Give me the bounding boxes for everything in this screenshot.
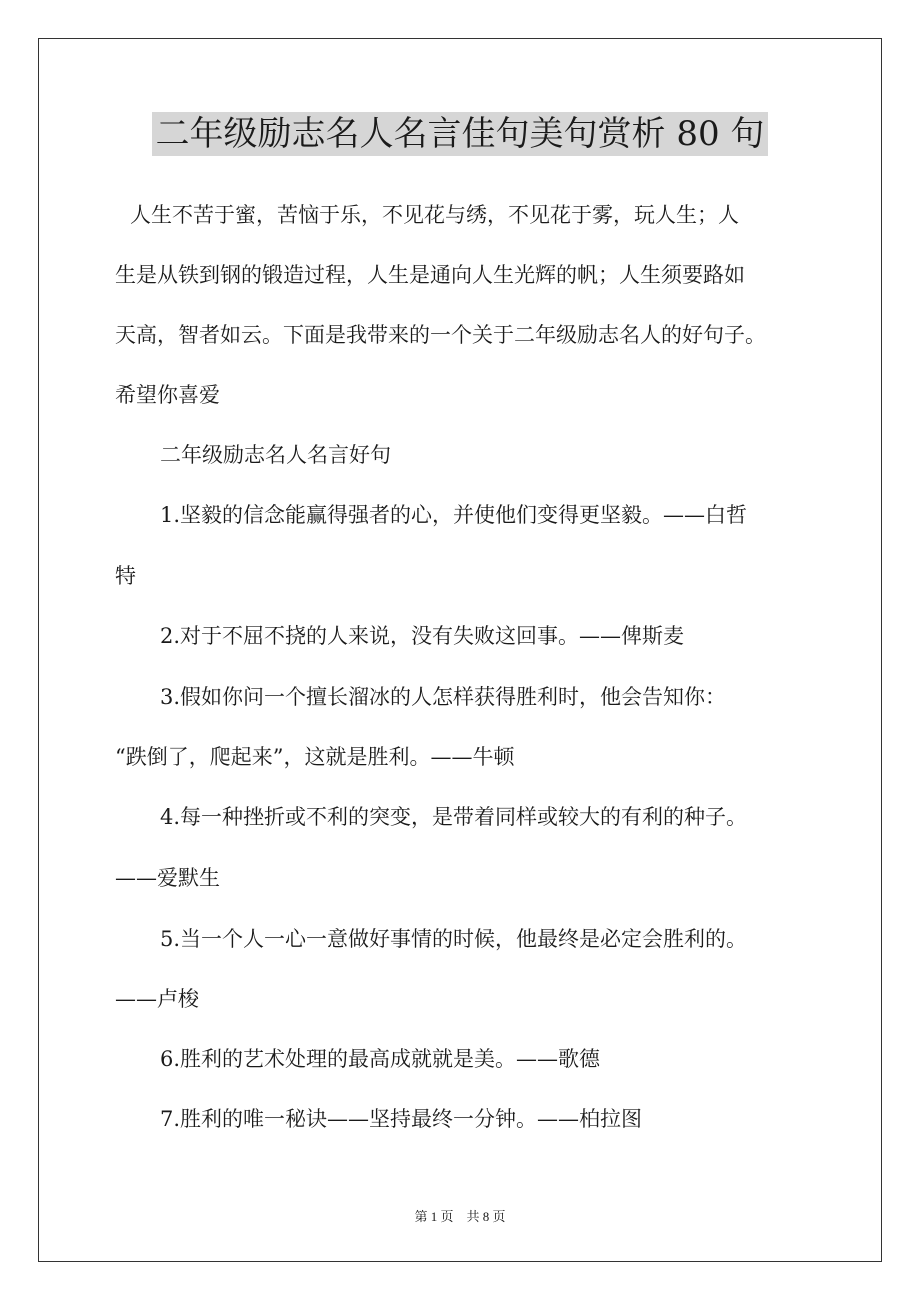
quote-2: 2.对于不屈不挠的人来说，没有失败这回事。——俾斯麦 bbox=[160, 624, 685, 648]
section-heading: 二年级励志名人名言好句 bbox=[160, 443, 391, 467]
intro-line-2: 生是从铁到钢的锻造过程，人生是通向人生光辉的帆；人生须要路如 bbox=[115, 263, 745, 287]
quote-7: 7.胜利的唯一秘诀——坚持最终一分钟。——柏拉图 bbox=[160, 1107, 643, 1131]
intro-line-3: 天高，智者如云。下面是我带来的一个关于二年级励志名人的好句子。 bbox=[115, 323, 766, 347]
quote-3-line-1: 3.假如你问一个擅长溜冰的人怎样获得胜利时，他会告知你： bbox=[160, 685, 727, 709]
quote-4-line-2: ——爱默生 bbox=[115, 866, 220, 890]
document-title bbox=[0, 112, 920, 156]
intro-line-4: 希望你喜爱 bbox=[115, 383, 220, 407]
quote-4-line-1: 4.每一种挫折或不利的突变，是带着同样或较大的有利的种子。 bbox=[160, 805, 748, 829]
quote-5-line-2: ——卢梭 bbox=[115, 987, 199, 1011]
quote-1-line-1: 1.坚毅的信念能赢得强者的心，并使他们变得更坚毅。——白哲 bbox=[160, 503, 748, 527]
quote-3-line-2: “跌倒了，爬起来”，这就是胜利。——牛顿 bbox=[115, 745, 515, 769]
quote-1-line-2: 特 bbox=[115, 564, 136, 588]
page-footer: 第 1 页 共 8 页 bbox=[414, 1209, 506, 1224]
quote-6: 6.胜利的艺术处理的最高成就就是美。——歌德 bbox=[160, 1047, 601, 1071]
intro-line-1: 人生不苦于蜜，苦恼于乐，不见花与绣，不见花于雾，玩人生；人 bbox=[130, 203, 739, 227]
document-title-text: 二年级励志名人名言佳句美句赏析 80 句 bbox=[152, 112, 769, 156]
quote-5-line-1: 5.当一个人一心一意做好事情的时候，他最终是必定会胜利的。 bbox=[160, 927, 748, 951]
